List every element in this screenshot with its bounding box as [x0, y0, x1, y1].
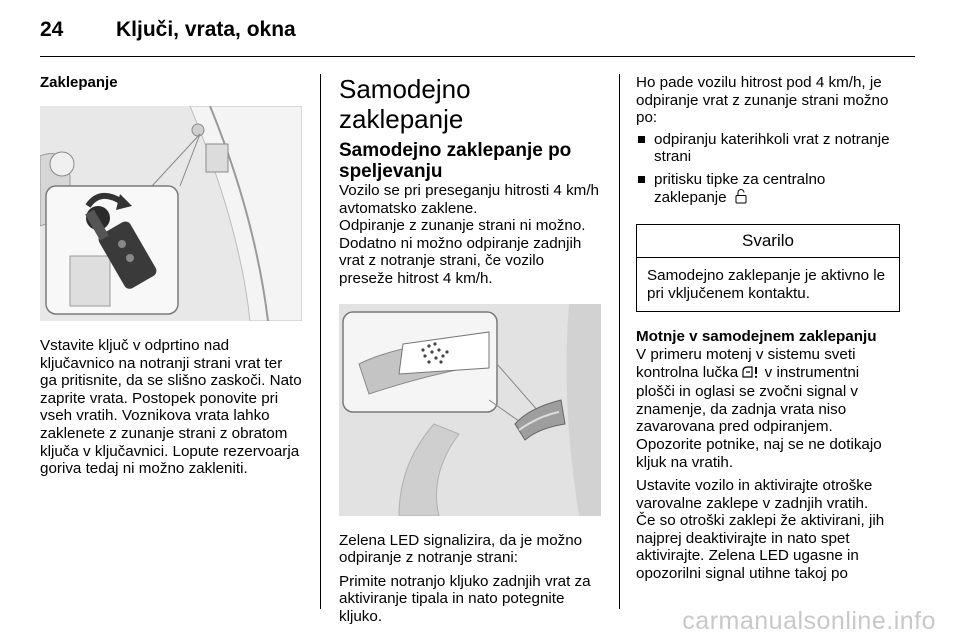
- led-para: Zelena LED signalizira, da je možno odpiranje z notranje strani:: [339, 531, 583, 567]
- fault-para-3: Ustavite vozilo in aktivirajte otroške varovalne zaklepe v zadnjih vratih.: [636, 477, 873, 512]
- list-item: [636, 131, 902, 166]
- list-item-text: odpiranju katerihkoli vrat z notranje strani: [654, 130, 890, 166]
- subheading-auto-lock-drive: Samodejno zaklepanje po speljevanju: [339, 140, 572, 182]
- fault-para-1: [636, 346, 902, 436]
- watermark: carmanualsonline.info: [682, 607, 936, 635]
- auto-lock-para-1: Vozilo se pri preseganju hitrosti 4 km/h avtomatsko zaklene.: [339, 182, 600, 217]
- section-heading-auto-locking: Samodejno zaklepanje: [339, 74, 471, 134]
- door-handle-illustration: [339, 304, 601, 516]
- list-item-text: pritisku tipke za centralno zaklepanje: [654, 170, 826, 206]
- column-divider: [619, 74, 620, 609]
- subheading-auto-lock-faults: Motnje v samodejnem zaklepanju: [636, 328, 877, 346]
- list-item: [636, 171, 902, 208]
- handle-para: Primite notranjo kljuko zadnjih vrat za aktiviranje tipala in nato potegnite kljuko.: [339, 572, 591, 625]
- column-divider: [320, 74, 321, 609]
- unlock-icon: [735, 189, 747, 209]
- column-middle: [339, 74, 601, 626]
- bullet-square-icon: [638, 176, 645, 183]
- page-header: [40, 18, 915, 56]
- fault-para-1-end: v instrumentni plošči in oglasi se zvočni signal v znamenje, da zadnja vrata niso zavarovana pred odpiranjem.: [636, 363, 860, 436]
- door-lock-illustration: [40, 106, 302, 321]
- warning-title: Svarilo: [637, 225, 899, 258]
- unlock-conditions-list: [636, 131, 902, 208]
- fault-para-4: Če so otroški zaklepi že aktivirani, jih najprej deaktivirajte in nato spet aktivirajte. Zelena LED ugasne in opozorilni signal utihne takoj po: [636, 512, 885, 583]
- door-warning-icon: [742, 365, 760, 384]
- header-rule: [40, 56, 915, 57]
- locking-instructions: Vstavite ključ v odprtino nad ključavnico na notranji strani vrat ter ga pritisnite, da se slišno zaskoči. Nato zaprite vrata. Postopek ponovite pri vseh vratih. Voznikova vrata lahko zaklenete z zunanje strani z obratom ključa v ključavnici. Lopute rezervoarja goriva tedaj ni možno zakleniti.: [40, 337, 302, 478]
- door-handle-drawing: [339, 304, 601, 516]
- bullet-square-icon: [638, 136, 645, 143]
- auto-lock-para-3: Dodatno ni možno odpiranje zadnjih vrat z notranje strani, če vozilo preseže hitrost 4 km/h.: [339, 234, 582, 287]
- section-heading-locking: Zaklepanje: [40, 74, 118, 91]
- fault-para-1-start: V primeru motenj v sistemu sveti kontrolna lučka: [636, 345, 856, 381]
- speed-intro: Ho pade vozilu hitrost pod 4 km/h, je odpiranje vrat z zunanje strani možno po:: [636, 74, 889, 127]
- page-number: 24: [40, 18, 64, 41]
- door-lock-drawing: [40, 106, 302, 321]
- warning-box: [636, 224, 900, 312]
- warning-text: Samodejno zaklepanje je aktivno le pri vključenem kontaktu.: [647, 267, 886, 302]
- column-left: [40, 74, 302, 478]
- chapter-title: Ključi, vrata, okna: [116, 18, 296, 41]
- column-right: [636, 74, 902, 583]
- fault-para-2: Opozorite potnike, naj se ne dotikajo kljuk na vratih.: [636, 435, 882, 471]
- auto-lock-para-2: Odpiranje z zunanje strani ni možno.: [339, 217, 586, 235]
